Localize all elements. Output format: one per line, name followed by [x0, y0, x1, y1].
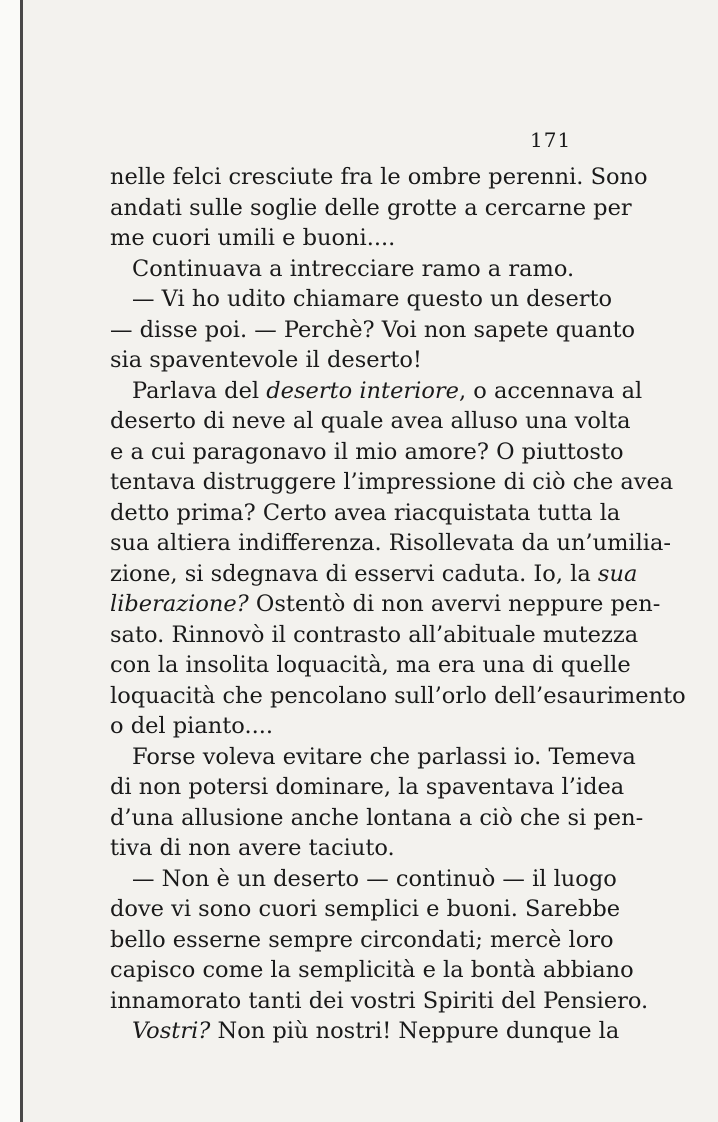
text-line: capisco come la semplicità e la bontà abbiano [110, 957, 634, 983]
spine-edge [20, 0, 23, 1122]
text-line: tiva di non avere taciuto. [110, 835, 395, 861]
text-line: nelle felci cresciute fra le ombre perenni. Sono [110, 164, 648, 190]
italic-fragment: Vostri? [132, 1018, 211, 1044]
text-line: loquacità che pencolano sull’orlo dell’esaurimento [110, 682, 686, 709]
text-line: — Vi ho udito chiamare questo un deserto [132, 286, 613, 312]
text-line [110, 1016, 620, 1047]
text-fragment: zione, si sdegnava di esservi caduta. Io, la [110, 560, 591, 587]
text-line: deserto di neve al quale avea alluso una volta [110, 408, 631, 434]
spine-margin [0, 0, 20, 1122]
text-line: bello esserne sempre circondati; mercè loro [110, 926, 614, 953]
text-line: con la insolita loquacità, ma era una di quelle [110, 652, 631, 678]
body-text [110, 162, 686, 1047]
text-line: detto prima? Certo avea riacquistata tutta la [110, 499, 621, 526]
page-number: 171 [530, 128, 572, 152]
text-line: sua altiera indifferenza. Risollevata da un’umilia- [110, 530, 672, 556]
text-line [110, 589, 661, 620]
text-line: me cuori umili e buoni.... [110, 225, 396, 251]
text-fragment: Ostentò di non avervi neppure pen- [255, 591, 661, 617]
text-line: tentava distruggere l’impressione di ciò che avea [110, 469, 674, 495]
text-line: e a cui paragonavo il mio amore? O piuttosto [110, 438, 624, 465]
text-line: d’una allusione anche lontana a ciò che si pen- [110, 804, 644, 831]
text-fragment: , o accennava al [458, 377, 643, 404]
italic-fragment: deserto interiore [266, 377, 459, 404]
text-line: dove vi sono cuori semplici e buoni. Sarebbe [110, 896, 621, 922]
text-line: sia spaventevole il deserto! [110, 347, 422, 373]
text-line: — Non è un deserto — continuò — il luogo [132, 865, 617, 892]
text-line: innamorato tanti dei vostri Spiriti del Pensiero. [110, 987, 649, 1014]
text-line: di non potersi dominare, la spaventava l’idea [110, 774, 625, 800]
text-line: Continuava a intrecciare ramo a ramo. [132, 255, 575, 282]
italic-fragment: liberazione? [110, 591, 249, 617]
text-line: — disse poi. — Perchè? Voi non sapete quanto [110, 316, 636, 343]
text-fragment: Parlava del [132, 377, 260, 404]
text-line: Forse voleva evitare che parlassi io. Temeva [132, 743, 636, 770]
text-line: andati sulle soglie delle grotte a cercarne per [110, 194, 632, 221]
text-line: o del pianto.... [110, 713, 274, 739]
text-fragment: Non più nostri! Neppure dunque la [217, 1018, 620, 1044]
text-line [110, 559, 638, 590]
text-line: sato. Rinnovò il contrasto all’abituale mutezza [110, 621, 639, 648]
italic-fragment: sua [597, 560, 638, 587]
text-line [110, 376, 643, 407]
